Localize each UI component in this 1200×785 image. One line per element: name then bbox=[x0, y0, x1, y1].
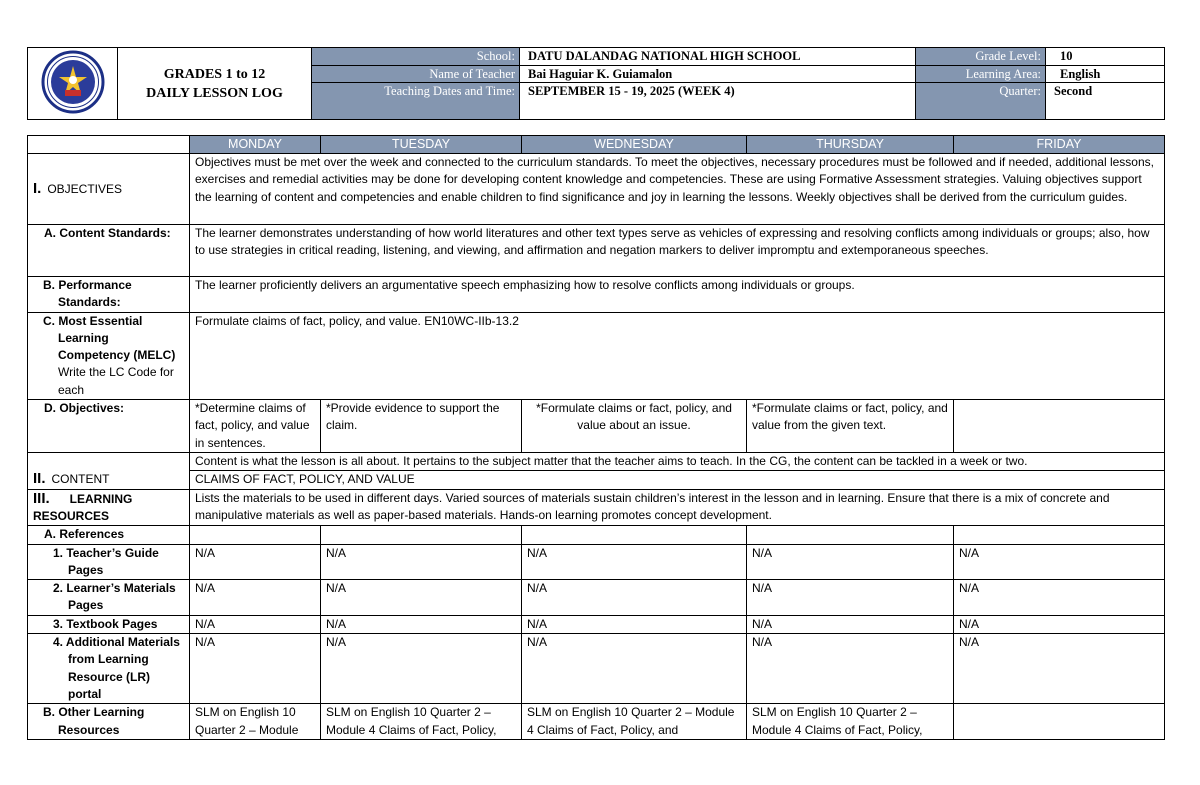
roman-numeral: III. bbox=[33, 489, 50, 507]
melc-label-cell bbox=[28, 312, 190, 399]
objectives-label: OBJECTIVES bbox=[47, 181, 123, 196]
learning-area-value: English bbox=[1046, 66, 1165, 83]
teacher-label: Name of Teacher bbox=[312, 66, 520, 83]
or-tuesday: SLM on English 10 Quarter 2 – Module 4 Claims of Fact, Policy, bbox=[321, 704, 522, 740]
lm-friday: N/A bbox=[954, 580, 1165, 616]
resources-heading bbox=[28, 489, 190, 526]
school-label: School: bbox=[312, 48, 520, 66]
objectives-row bbox=[28, 154, 1165, 225]
day-wednesday: WEDNESDAY bbox=[522, 136, 747, 154]
day-thursday: THURSDAY bbox=[747, 136, 954, 154]
grade-level-label: Grade Level: bbox=[916, 48, 1046, 66]
content-heading bbox=[28, 453, 190, 490]
quarter-label: Quarter: bbox=[916, 83, 1046, 120]
content-standards-label: A. Content Standards: bbox=[28, 225, 190, 277]
grade-level-value: 10 bbox=[1046, 48, 1165, 66]
tg-wednesday: N/A bbox=[522, 544, 747, 580]
quarter-value: Second bbox=[1046, 83, 1165, 120]
melc-sublabel: Write the LC Code for each bbox=[58, 365, 174, 397]
day-friday: FRIDAY bbox=[954, 136, 1165, 154]
resources-row bbox=[28, 489, 1165, 526]
content-topic-row bbox=[28, 471, 1165, 489]
day-header-row bbox=[28, 136, 1165, 154]
melc-label: C. Most Essential Learning Competency (MELC) bbox=[43, 313, 176, 363]
deped-seal-icon bbox=[41, 50, 105, 114]
dates-label: Teaching Dates and Time: bbox=[312, 83, 520, 120]
lm-tuesday: N/A bbox=[321, 580, 522, 616]
melc-row bbox=[28, 312, 1165, 399]
objective-monday: *Determine claims of fact, policy, and value in sentences. bbox=[190, 400, 321, 453]
references-row bbox=[28, 526, 1165, 544]
lm-thursday: N/A bbox=[747, 580, 954, 616]
additional-materials-label: 4. Additional Materials from Learning Resource (LR) portal bbox=[28, 634, 190, 704]
textbook-label: 3. Textbook Pages bbox=[28, 615, 190, 633]
blank-corner bbox=[28, 136, 190, 154]
teachers-guide-label: 1. Teacher’s Guide Pages bbox=[28, 544, 190, 580]
am-thursday: N/A bbox=[747, 634, 954, 704]
tg-friday: N/A bbox=[954, 544, 1165, 580]
resources-text: Lists the materials to be used in different days. Varied sources of materials sustain children’s interest in the lesson and in learning. Ensure that there is a mix of concrete and manipulative materials as well as paper-based materials. Hands-on learning promotes concept development. bbox=[190, 489, 1165, 526]
references-cell bbox=[954, 526, 1165, 544]
or-friday bbox=[954, 704, 1165, 740]
learning-area-label: Learning Area: bbox=[916, 66, 1046, 83]
additional-materials-row bbox=[28, 634, 1165, 704]
objective-wednesday: *Formulate claims or fact, policy, and value about an issue. bbox=[522, 400, 747, 453]
other-resources-row bbox=[28, 704, 1165, 740]
or-monday: SLM on English 10 Quarter 2 – Module bbox=[190, 704, 321, 740]
tb-monday: N/A bbox=[190, 615, 321, 633]
title-line-1: GRADES 1 to 12 bbox=[163, 66, 266, 82]
dates-value: SEPTEMBER 15 - 19, 2025 (WEEK 4) bbox=[520, 83, 916, 120]
tg-monday: N/A bbox=[190, 544, 321, 580]
header-table bbox=[27, 47, 1165, 120]
deped-seal bbox=[28, 48, 118, 120]
roman-numeral: II. bbox=[33, 470, 46, 488]
content-label: CONTENT bbox=[51, 472, 110, 487]
references-label: A. References bbox=[28, 526, 190, 544]
title-line-2: DAILY LESSON LOG bbox=[146, 85, 283, 101]
daily-objectives-label: D. Objectives: bbox=[28, 400, 190, 453]
objective-tuesday: *Provide evidence to support the claim. bbox=[321, 400, 522, 453]
tb-thursday: N/A bbox=[747, 615, 954, 633]
textbook-row bbox=[28, 615, 1165, 633]
am-monday: N/A bbox=[190, 634, 321, 704]
learners-materials-label: 2. Learner’s Materials Pages bbox=[28, 580, 190, 616]
daily-objectives-row bbox=[28, 400, 1165, 453]
content-standards-text: The learner demonstrates understanding of how world literatures and other text types serve as vehicles of expressing and resolving conflicts among individuals or groups; also, how to use strategies in critical reading, listening, and viewing, and affirmation and negation markers to deliver impromptu and extemporaneous speeches. bbox=[190, 225, 1165, 277]
objectives-heading bbox=[28, 154, 190, 225]
tb-wednesday: N/A bbox=[522, 615, 747, 633]
am-tuesday: N/A bbox=[321, 634, 522, 704]
day-monday: MONDAY bbox=[190, 136, 321, 154]
content-topic: CLAIMS OF FACT, POLICY, AND VALUE bbox=[190, 471, 1165, 489]
other-resources-label: B. Other Learning Resources bbox=[28, 704, 190, 740]
tg-thursday: N/A bbox=[747, 544, 954, 580]
teacher-value: Bai Haguiar K. Guiamalon bbox=[520, 66, 916, 83]
lm-monday: N/A bbox=[190, 580, 321, 616]
or-thursday: SLM on English 10 Quarter 2 – Module 4 Claims of Fact, Policy, bbox=[747, 704, 954, 740]
am-friday: N/A bbox=[954, 634, 1165, 704]
learners-materials-row bbox=[28, 580, 1165, 616]
references-cell bbox=[321, 526, 522, 544]
teachers-guide-row bbox=[28, 544, 1165, 580]
tb-friday: N/A bbox=[954, 615, 1165, 633]
content-desc-row bbox=[28, 453, 1165, 471]
content-description: Content is what the lesson is all about. It pertains to the subject matter that the teacher aims to teach. In the CG, the content can be tackled in a week or two. bbox=[190, 453, 1165, 471]
roman-numeral: I. bbox=[33, 179, 42, 197]
or-wednesday: SLM on English 10 Quarter 2 – Module 4 Claims of Fact, Policy, and bbox=[522, 704, 747, 740]
day-tuesday: TUESDAY bbox=[321, 136, 522, 154]
performance-standards-text: The learner proficiently delivers an argumentative speech emphasizing how to resolve conflicts among individuals or groups. bbox=[190, 277, 1165, 313]
melc-text: Formulate claims of fact, policy, and value. EN10WC-IIb-13.2 bbox=[190, 312, 1165, 399]
lesson-log-title bbox=[118, 48, 312, 120]
references-cell bbox=[522, 526, 747, 544]
am-wednesday: N/A bbox=[522, 634, 747, 704]
tb-tuesday: N/A bbox=[321, 615, 522, 633]
content-standards-row bbox=[28, 225, 1165, 277]
lm-wednesday: N/A bbox=[522, 580, 747, 616]
resources-label: LEARNING RESOURCES bbox=[33, 491, 133, 523]
tg-tuesday: N/A bbox=[321, 544, 522, 580]
school-value: DATU DALANDAG NATIONAL HIGH SCHOOL bbox=[520, 48, 916, 66]
lesson-log-table bbox=[27, 135, 1165, 740]
performance-standards-label: B. Performance Standards: bbox=[28, 277, 190, 313]
objective-friday bbox=[954, 400, 1165, 453]
references-cell bbox=[190, 526, 321, 544]
objectives-text: Objectives must be met over the week and connected to the curriculum standards. To meet the objectives, necessary procedures must be followed and if needed, additional lessons, exercises and remedial activities may be done for developing content knowledge and competencies. These are using Formative Assessment strategies. Valuing objectives support the learning of content and competencies and enable children to find significance and joy in learning the lessons. Weekly objectives shall be derived from the curriculum guides. bbox=[190, 154, 1165, 225]
references-cell bbox=[747, 526, 954, 544]
performance-standards-row bbox=[28, 277, 1165, 313]
objective-thursday: *Formulate claims or fact, policy, and value from the given text. bbox=[747, 400, 954, 453]
